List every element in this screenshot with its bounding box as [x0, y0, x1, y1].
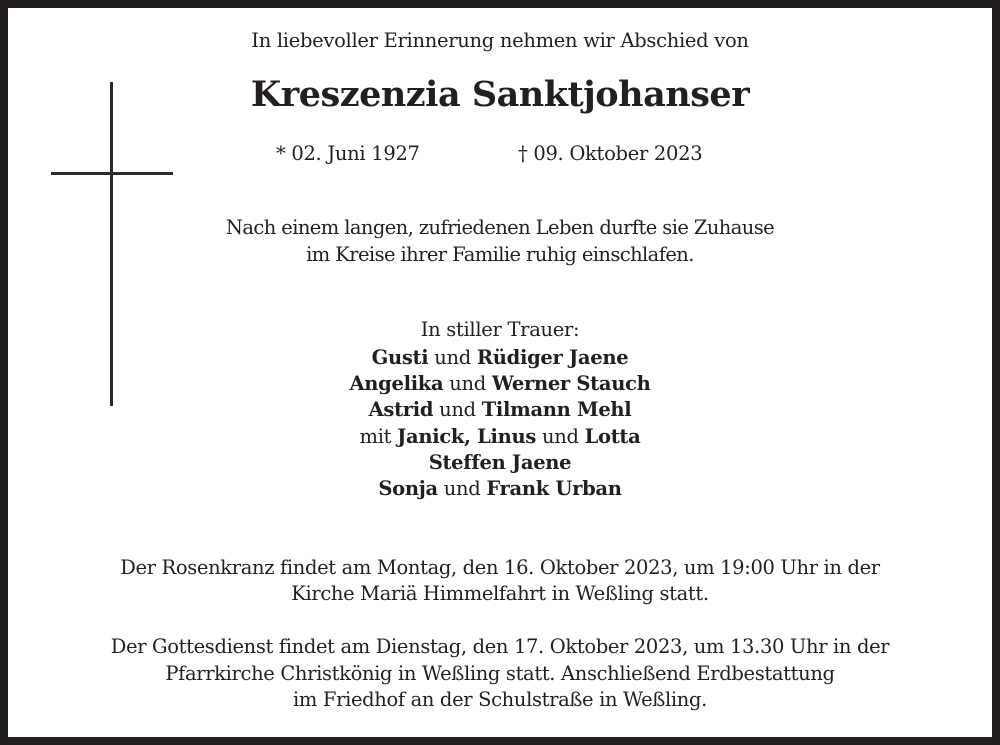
- connector-text: und: [437, 477, 487, 501]
- mourner-name: Janick, Linus: [397, 424, 537, 448]
- service-line: Pfarrkirche Christkönig in Weßling statt. Anschließend Erdbestattung: [165, 661, 835, 685]
- connector-text: und: [433, 398, 482, 422]
- connector-text: mit: [359, 424, 398, 448]
- intro-text: In liebevoller Erinnerung nehmen wir Abschied von: [251, 29, 749, 52]
- mourner-name: Rüdiger Jaene: [476, 346, 629, 369]
- deceased-name: Kreszenzia Sanktjohanser: [250, 74, 750, 115]
- mourner-line: [0, 476, 1000, 502]
- service-line: im Friedhof an der Schulstraße in Weßling.: [293, 688, 707, 711]
- rosary-notice: [0, 555, 1000, 607]
- mourner-name: Tilmann Mehl: [481, 398, 632, 422]
- mourner-name: Sonja: [378, 477, 438, 501]
- connector-text: und: [428, 346, 477, 369]
- message-line: im Kreise ihrer Familie ruhig einschlafen.: [306, 243, 694, 266]
- funeral-service-notice: [0, 634, 1000, 714]
- mourner-name: Gusti: [371, 346, 429, 369]
- farewell-message: [0, 214, 1000, 268]
- mourner-line: [0, 345, 1000, 371]
- connector-text: und: [536, 424, 585, 448]
- death-date: † 09. Oktober 2023: [518, 142, 703, 165]
- mourner-name: Angelika: [349, 372, 444, 396]
- cross-icon-horizontal-bar: [51, 172, 173, 175]
- message-line: Nach einem langen, zufriedenen Leben durfte sie Zuhause: [225, 216, 775, 239]
- rosary-line: Der Rosenkranz findet am Montag, den 16. Oktober 2023, um 19:00 Uhr in der: [120, 556, 880, 579]
- rosary-line: Kirche Mariä Himmelfahrt in Weßling statt.: [291, 582, 709, 605]
- mourner-name: Astrid: [368, 398, 434, 422]
- mourner-line: [0, 450, 1000, 476]
- mourners-heading: In stiller Trauer:: [420, 318, 580, 341]
- mourner-name: Steffen Jaene: [428, 450, 572, 474]
- mourner-name: Lotta: [584, 424, 641, 448]
- mourner-line: [0, 397, 1000, 423]
- mourner-line: [0, 424, 1000, 450]
- mourner-line: [0, 371, 1000, 397]
- mourner-name: Werner Stauch: [491, 372, 651, 396]
- connector-text: und: [443, 372, 492, 396]
- service-line: Der Gottesdienst findet am Dienstag, den 17. Oktober 2023, um 13.30 Uhr in der: [110, 635, 890, 658]
- mourners-list: [0, 345, 1000, 502]
- birth-date: * 02. Juni 1927: [276, 142, 420, 165]
- mourner-name: Frank Urban: [486, 477, 622, 501]
